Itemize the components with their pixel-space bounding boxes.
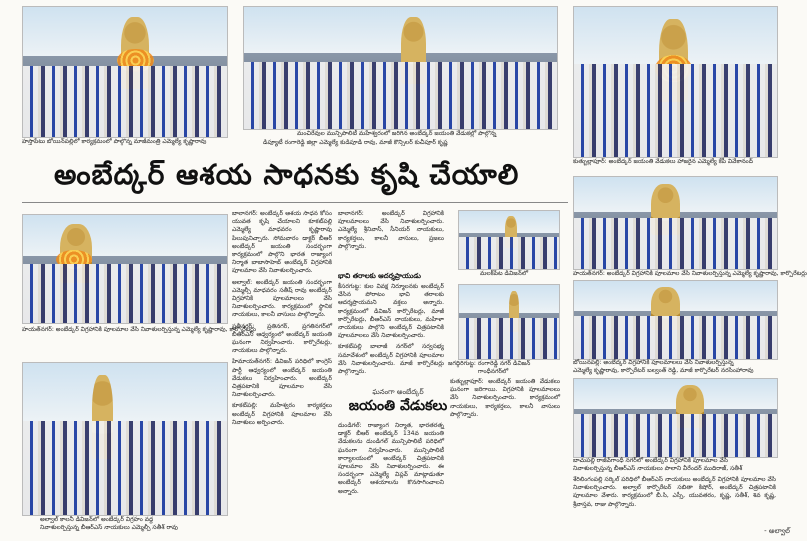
credit-line: - అల్వాల్ <box>764 527 790 535</box>
article-column-a <box>232 210 332 530</box>
article-column-b <box>338 210 444 270</box>
photo-boinpally-2 <box>573 280 778 360</box>
subhead-role-model: భావి తరాలకు ఆదర్శప్రాయుడు <box>338 272 421 280</box>
caption-bachupally-b: నివాళులర్పిస్తున్న బీఆర్‌ఎస్ నాయకులు పాలాని వీరేందర్ ముదిరాజ్, సతీశ్ <box>573 465 743 472</box>
paragraph-b5: కుత్బుల్లాపూర్: అంబేద్కర్ జయంతి వేడుకలు ఘనంగా జరిగాయి. విగ్రహానికి పూలమాలలు వేసి నివాళులర్పించారు. కార్యక్రమంలో నాయకులు, కార్యకర్తలు, కాలనీ వాసులు పాల్గొన్నారు. <box>450 378 560 418</box>
caption-boinpally-2a: బోయినపల్లి: అంబేద్కర్ విగ్రహానికి పూలమాలలు వేసి నివాళులర్పిస్తున్న <box>573 359 734 366</box>
photo-boinpally-statue <box>22 6 228 138</box>
main-headline: అంబేద్కర్ ఆశయ సాధనకు కృషి చేయాలి <box>54 158 520 191</box>
paragraph-a4: హిమాయత్‌నగర్: డివిజన్ పరిధిలో కాంగ్రెస్ పార్టీ ఆధ్వర్యంలో అంబేద్కర్ జయంతి వేడుకలు నిర్వహించారు. అంబేద్కర్ చిత్రపటానికి పూలమాల వేసి నివాళులర్పించారు. <box>232 358 332 399</box>
caption-malakpet: మలక్‌పేట డివిజన్‌లో <box>480 270 529 277</box>
article-column-c <box>450 378 560 532</box>
headline-rule <box>22 202 568 203</box>
paragraph-r1: శేరిలింగంపల్లి సర్కిల్ పరిధిలో బీఆర్‌ఎస్ నాయకులు అంబేద్కర్ విగ్రహానికి పూలమాల వేసి నివాళులర్పించారు. అల్వాల్ కార్పొరేటర్ సబితా కిషోర్, అంబేద్కర్ చిత్రపటానికి పూలమాల వేశారు. కార్యక్రమంలో బీ.సి, ఎస్సీ, యువతరం, కృష్ణ, సతీశ్, శివ కృష్ణ, శ్రీవాస్తవ, రాజు పాల్గొన్నారు. <box>573 476 776 508</box>
caption-jagadgirigutta-a: జగద్గిరిగుట్ట: రంగారెడ్డి నగర్ డివిజన్ <box>448 360 531 367</box>
photo-hayathnagar-left <box>22 214 228 324</box>
article-column-b2 <box>338 283 444 383</box>
paragraph-b3: కూకట్‌పల్లి బాలాజీ నగర్‌లో సర్వసభ్య సమావేశంలో అంబేద్కర్ విగ్రహానికి పూలమాల వేసి నివాళులర్పించారు. మాజీ కార్పొరేటర్లు పాల్గొన్నారు. <box>338 343 444 376</box>
caption-hayathnagar: హయత్‌నగర్: అంబేద్కర్ విగ్రహానికి పూలమాల వేసి నివాళులర్పిస్తున్న ఎమ్మెల్యే కృష్ణారావు, కార్పొరేటర్లు <box>573 270 807 277</box>
jayanti-banner <box>338 388 458 417</box>
banner-line-2: జయంతి వేడుకలు <box>348 398 448 414</box>
photo-kuthbullapur <box>573 6 778 158</box>
caption-hayathnagar-left: హయత్‌నగర్: అంబేద్కర్ విగ్రహానికి పూలమాల వేసి నివాళులర్పిస్తున్న ఎమ్మెల్యే కృష్ణారావు, కార్పొరేటర్లు <box>22 326 256 333</box>
article-right-bottom <box>573 476 776 528</box>
paragraph-a2: అల్వాల్: అంబేద్కర్ జయంతి సందర్భంగా ఎమ్మెల్సీ మాధవరం సతీష్ రావు అంబేద్కర్ విగ్రహానికి పూలమాలలు వేసి నివాళులర్పించారు. కార్యక్రమంలో స్థానిక నాయకులు, కాలనీ వాసులు పాల్గొన్నారు. <box>232 278 332 319</box>
caption-boinpally: హస్తాపేటు బోయిన్‌పల్లిలో కార్యక్రమంలో పాల్గొన్న మాజీమంత్రి ఎమ్మెల్యే కృష్ణారావు <box>22 138 207 145</box>
paragraph-a1: బాలానగర్: అంబేద్కర్ ఆశయ సాధన కోసం యువత కృషి చేయాలని కూకట్‌పల్లి ఎమ్మెల్యే మాధవరం కృష్ణారావు పిలుపునిచ్చారు. సోమవారం డాక్టర్ బీఆర్ అంబేద్కర్ జయంతి సందర్భంగా కార్యక్రమంలో పాల్గొని భారత రాజ్యాంగ నిర్మాత బాబాసాహెబ్ అంబేద్కర్ విగ్రహానికి పూలమాల వేసి నివాళులర్పించారు. <box>232 210 332 275</box>
banner-line-1: ఘనంగా అంబేద్కర్ <box>372 388 424 396</box>
photo-bachupally <box>573 378 778 458</box>
photo-malakpet <box>458 210 560 270</box>
caption-jagadgirigutta-b: గాంధీనగర్‌లో <box>478 368 509 375</box>
paragraph-b2: కీసరగుట్ట: కుల వివక్ష నిర్మూలనకు అంబేద్కర్ చేసిన పోరాటం భావి తరాలకు ఆదర్శప్రాయమని వక్తలు అన్నారు. కార్యక్రమంలో డివిజన్ కార్పొరేటర్లు, మాజీ కార్పొరేటర్లు, బీఆర్‌ఎస్ నాయకులు, మహిళా నాయకులు పాల్గొని అంబేద్కర్ చిత్రపటానికి పూలమాలలు వేసి నివాళులర్పించారు. <box>338 283 444 340</box>
photo-hayathnagar <box>573 176 778 270</box>
caption-alwal-a: అల్వాల్ కాలనీ డివిజన్‌లో అంబేద్కర్ విగ్రహం వద్ద <box>40 516 154 523</box>
caption-maheshwaram-2: డిప్యూటీ రంగారెడ్డి జిల్లా ఎమ్మెల్యే కుడిపూడి రావు, మాజీ కౌన్సిలర్ కుచీపూర్ కృష్ణ <box>263 139 448 146</box>
photo-jagadgirigutta <box>458 284 560 360</box>
caption-alwal-b: నివాళులర్పిస్తున్న బీఆర్‌ఎస్ నాయకులు ఎమ్మెల్సీ సతీశ్ రావు <box>40 524 178 531</box>
photo-alwal-colony <box>22 362 228 516</box>
paragraph-a3: ప్రతీనగర్: ప్రతినగర్, ప్రగతినగర్‌లో బీఆర్‌ఎస్ ఆధ్వర్యంలో అంబేద్కర్ జయంతి ఘనంగా నిర్వహించారు. కార్పొరేటర్లు, నాయకులు పాల్గొన్నారు. <box>232 322 332 355</box>
photo-maheshwaram-group <box>243 6 558 130</box>
caption-bachupally-a: బాచుపల్లి రాజీవ్‌గాంధీ నగర్‌లో అంబేద్కర్ విగ్రహానికి పూలమాల వేసి <box>573 457 728 464</box>
paragraph-a5: కూకట్‌పల్లి: మహేశ్వరం కార్యకర్తలు అంబేద్కర్ విగ్రహానికి పూలమాల వేసి నివాళులు అర్పించారు. <box>232 402 332 426</box>
caption-boinpally-2b: ఎమ్మెల్యే కృష్ణారావు, కార్పొరేటర్ బల్వంత్ రెడ్డి, మాజీ కార్పొరేటర్ నరసింహారావు <box>573 367 754 374</box>
caption-kuthbullapur: కుత్బుల్లాపూర్: అంబేద్కర్ జయంతి వేడుకలు హాజరైన ఎమ్మెల్యే కేపీ వివేకానంద్ <box>573 158 753 165</box>
article-column-b3 <box>338 422 444 532</box>
paragraph-b1: బాలానగర్: అంబేద్కర్ విగ్రహానికి పూలమాలలు వేసి నివాళులర్పించారు. ఎమ్మెల్యే శ్రీనివాస్, సీనియర్ నాయకులు, కార్యకర్తలు, కాలనీ వాసులు, ప్రజలు పాల్గొన్నారు. <box>338 210 444 250</box>
paragraph-b4: దుండిగల్: రాజ్యాంగ నిర్మాత, భారతరత్న డాక్టర్ బీఆర్ అంబేద్కర్ 134వ జయంతి వేడుకలను దుండిగల్ మున్సిపాలిటీ పరిధిలో ఘనంగా నిర్వహించారు. మున్సిపాలిటీ కార్యాలయంలో అంబేద్కర్ చిత్రపటానికి పూలమాల వేసి నివాళులర్పించారు. ఈ సందర్భంగా ఎమ్మెల్యే విప్లవ్ మాట్లాడుతూ అంబేద్కర్ ఆశయాలను కొనసాగించాలని అన్నారు. <box>338 422 444 495</box>
caption-maheshwaram-1: మంచిరేవుల మున్సిపాలిటీ మహేశ్వరంలో జరిగిన అంబేద్కర్ జయంతి వేడుకల్లో పాల్గొన్న <box>297 130 497 137</box>
